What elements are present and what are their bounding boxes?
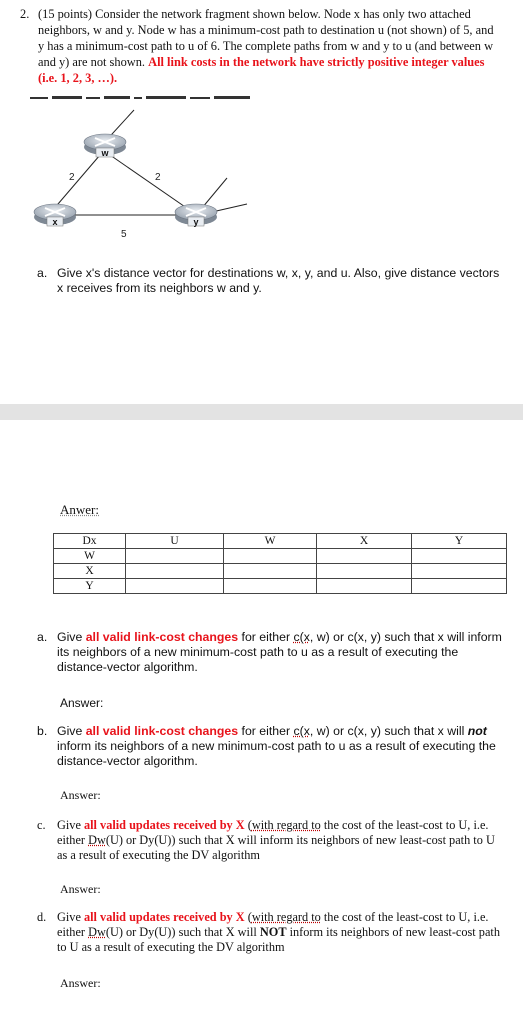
router-w-icon xyxy=(84,134,126,158)
cost-x-w: 2 xyxy=(69,172,75,183)
table-row-label: Y xyxy=(54,579,126,594)
distance-vector-table xyxy=(53,533,507,594)
table-row xyxy=(54,579,507,594)
table-header-cell: X xyxy=(317,534,412,549)
table-row xyxy=(54,549,507,564)
table-header-cell: Y xyxy=(412,534,507,549)
table-cell[interactable] xyxy=(412,579,507,594)
table-cell[interactable] xyxy=(224,549,317,564)
question-text xyxy=(38,6,500,86)
question-2 xyxy=(20,6,500,86)
table-header-cell: U xyxy=(126,534,224,549)
question-number: 2. xyxy=(20,7,30,21)
link-x-w xyxy=(52,155,100,211)
link-y-stub-2 xyxy=(212,204,247,212)
question-intro: Consider the network fragment shown below. Node x has only two attached neighbors, w and y. Node w has a minimum-cost path to destination u (not shown) of 5, and y has a minimum-cost path to u of 6. The complete paths from w and y to u (and between w and y) are not shown. xyxy=(38,7,494,69)
part-text: Give all valid updates received by X (with regard to the cost of the least-cost to U, i.e. either Dw(U) or Dy(U)) such that X will inform its neighbors of new least-cost path to U as a result of executing the DV algorithm xyxy=(57,818,495,862)
page-separator xyxy=(0,404,523,420)
table-cell[interactable] xyxy=(317,564,412,579)
part-c-answer-label: Answer: xyxy=(60,882,101,896)
part-d-answer-label: Answer: xyxy=(60,976,101,990)
table-header-row xyxy=(54,534,507,549)
cost-x-y: 5 xyxy=(121,229,127,240)
table-row-label: X xyxy=(54,564,126,579)
part-marker: c. xyxy=(37,818,46,832)
table-cell[interactable] xyxy=(224,564,317,579)
part-text: Give all valid link-cost changes for either c(x, w) or c(x, y) such that x will inform its neighbors of a new minimum-cost path to u as a result of executing the distance-vector algorithm. xyxy=(57,630,502,674)
points-label: (15 points) xyxy=(38,7,93,21)
node-w-label: w xyxy=(101,148,109,158)
router-x-icon xyxy=(34,204,76,227)
table-cell[interactable] xyxy=(317,549,412,564)
table-cell[interactable] xyxy=(412,549,507,564)
answer-label: Anwer: xyxy=(60,502,99,517)
table-cell[interactable] xyxy=(412,564,507,579)
part-marker: a. xyxy=(37,630,48,644)
link-y-stub-1 xyxy=(202,178,227,208)
table-header-cell: W xyxy=(224,534,317,549)
node-x-label: x xyxy=(52,217,58,227)
network-diagram xyxy=(22,100,262,250)
part-text: Give all valid updates received by X (with regard to the cost of the least-cost to U, i.e. either Dw(U) or Dy(U)) such that X will NOT inform its neighbors of new least-cost path to U as a result of executing the DV algorithm xyxy=(57,910,500,954)
table-cell[interactable] xyxy=(126,579,224,594)
part-marker: a. xyxy=(37,266,48,280)
node-y-label: y xyxy=(193,217,199,227)
table-row xyxy=(54,564,507,579)
part-d xyxy=(37,910,507,955)
part-b xyxy=(37,724,507,769)
part-c xyxy=(37,818,507,863)
table-row-label: W xyxy=(54,549,126,564)
question-emphasis: All link costs in the network have strictly positive integer values (i.e. 1, 2, 3, …). xyxy=(38,55,485,85)
table-cell[interactable] xyxy=(224,579,317,594)
part-marker: d. xyxy=(37,910,47,924)
router-y-icon xyxy=(175,204,217,227)
table-cell[interactable] xyxy=(126,564,224,579)
table-header-cell: Dx xyxy=(54,534,126,549)
link-w-y xyxy=(110,155,191,211)
part-a xyxy=(37,630,507,675)
cost-w-y: 2 xyxy=(155,172,161,183)
part-marker: b. xyxy=(37,724,48,738)
part-b-answer-label: Answer: xyxy=(60,788,101,802)
part-text: Give all valid link-cost changes for either c(x, w) or c(x, y) such that x will not inform its neighbors of a new minimum-cost path to u as a result of executing the distance-vector algorithm. xyxy=(57,724,496,768)
part-a-answer-label: Answer: xyxy=(60,696,104,710)
table-cell[interactable] xyxy=(126,549,224,564)
table-cell[interactable] xyxy=(317,579,412,594)
part-a-distance-vector xyxy=(37,266,507,296)
part-text: Give x's distance vector for destinations w, x, y, and u. Also, give distance vectors x receives from its neighbors w and y. xyxy=(57,266,500,295)
